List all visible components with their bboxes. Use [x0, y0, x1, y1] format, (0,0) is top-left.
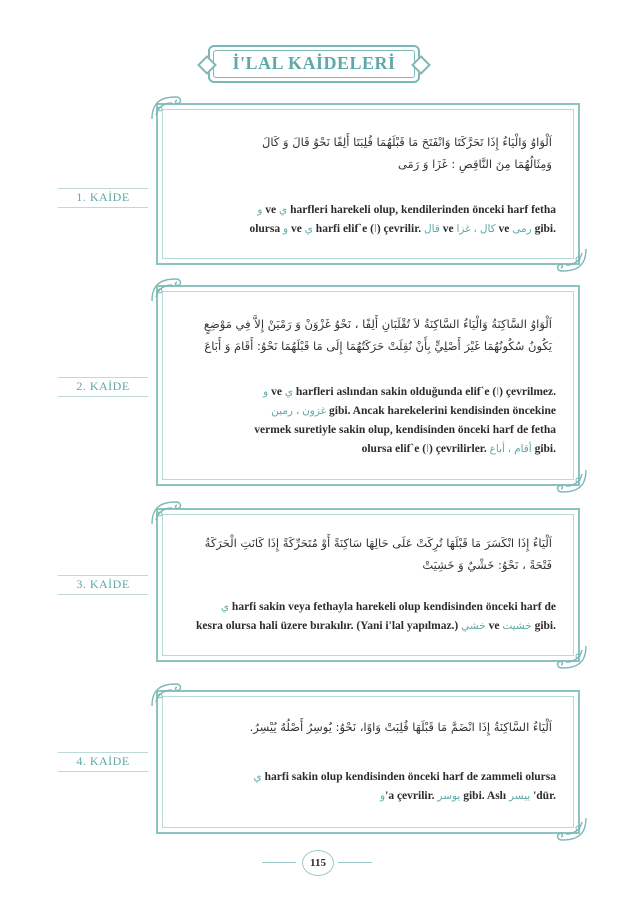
rule-1-label: 1. KAİDE: [76, 190, 130, 204]
separator: ،: [507, 443, 512, 455]
text: ) çevrilmez.: [499, 386, 556, 398]
example-word: غزون: [302, 405, 327, 417]
rule-1-box: [156, 103, 580, 265]
example-word: رمى: [512, 223, 532, 235]
text: ve: [488, 620, 500, 632]
arabic-letter: ي: [220, 601, 230, 613]
arabic-letter: ا: [426, 443, 430, 455]
example-word: يوسر: [437, 790, 461, 802]
text: ) çevrilir.: [376, 223, 422, 235]
example-word: أباع: [489, 443, 505, 455]
separator: ،: [473, 223, 477, 235]
page-title: İ'LAL KAİDELERİ: [232, 53, 396, 73]
text: olursa: [249, 223, 281, 235]
example-word: أقام: [514, 443, 532, 455]
rule-3-explanation: [184, 598, 556, 636]
corner-ornament-icon: [150, 95, 184, 121]
example-word: رمين: [271, 405, 293, 417]
rule-3-arabic: [184, 532, 552, 576]
text: gibi.: [534, 620, 556, 632]
rule-3-box: [156, 508, 580, 662]
text: gibi. Ancak harekelerini kendisinden öncekine: [329, 405, 556, 417]
example-word: خشي: [461, 620, 486, 632]
arabic-line: فَتْحَةً ، نَحْوُ: خَشْيٌ وَ خَشِيَتْ: [422, 558, 552, 572]
example-word: قال: [424, 223, 440, 235]
rule-2-box: [156, 285, 580, 486]
text: ve: [265, 204, 277, 216]
arabic-letter: ا: [373, 223, 377, 235]
separator: ،: [295, 405, 300, 417]
rule-2-side-label: [58, 377, 148, 397]
text: harfi sakin veya fethayla harekeli olup kendisinden önceki harf de: [231, 601, 556, 613]
corner-ornament-icon: [554, 644, 588, 670]
text: olursa elif`e (: [361, 443, 427, 455]
corner-ornament-icon: [150, 682, 184, 708]
rule-4-explanation: [184, 768, 556, 806]
text: gibi.: [534, 223, 556, 235]
text: harfleri aslından sakin olduğunda elif`e (: [295, 386, 497, 398]
arabic-line: وَمِثَالُهُمَا مِنَ النَّاقِصِ : غَزَا وَ رَمَى: [397, 157, 552, 171]
text: ve: [271, 386, 282, 398]
page-number-ornament: [262, 850, 372, 876]
example-word: كال: [479, 223, 496, 235]
arabic-letter: و: [283, 223, 289, 235]
text: vermek suretiyle sakin olup, kendisinden önceki harf de fetha: [254, 424, 556, 436]
arabic-letter: ي: [284, 386, 294, 398]
arabic-letter: و: [380, 790, 386, 802]
text: harfi elif`e (: [315, 223, 374, 235]
example-word: خشيت: [502, 620, 532, 632]
text: harfi sakin olup kendisinden önceki harf de zammeli olursa: [264, 771, 556, 783]
corner-ornament-icon: [554, 816, 588, 842]
rule-2-explanation: [184, 383, 556, 459]
ornament-line: [262, 862, 296, 863]
corner-ornament-icon: [554, 468, 588, 494]
text: ) çevrilirler.: [429, 443, 487, 455]
arabic-line: اَلْيَاءُ إِذَا انْكَسَرَ مَا قَبْلَهَا تُرِكَتْ عَلَى حَالِهَا سَاكِنَةً أَوْ مُتَحَرِّكَةً إِذَا كَانَتِ الْحَرَكَةُ: [204, 536, 552, 550]
page-number: 115: [302, 850, 334, 876]
text: gibi.: [534, 443, 556, 455]
rule-3-side-label: [58, 575, 148, 595]
arabic-letter: ي: [253, 771, 262, 783]
arabic-line: اَلْيَاءُ السَّاكِنَةُ إِذَا انْضَمَّ مَا قَبْلَهَا قُلِبَتْ وَاوًا، نَحْوُ: يُوسِرُ أَصْلُهُ يُيْسِرُ.: [249, 720, 552, 734]
arabic-letter: و: [257, 204, 263, 216]
rule-2-arabic: [184, 313, 552, 357]
text: kesra olursa hali üzere bırakılır. (Yani i'lal yapılmaz.): [195, 620, 459, 632]
text: harfleri harekeli olup, kendilerinden önceki harf fetha: [290, 204, 556, 216]
rule-3-label: 3. KAİDE: [76, 577, 130, 591]
corner-ornament-icon: [150, 500, 184, 526]
rule-1-explanation: [184, 201, 556, 239]
arabic-letter: ا: [496, 386, 500, 398]
example-word: ييسر: [508, 790, 531, 802]
rule-4-label: 4. KAİDE: [76, 754, 130, 768]
ornament-line: [338, 862, 372, 863]
example-word: غزا: [456, 223, 471, 235]
arabic-letter: ي: [304, 223, 313, 235]
text: ve: [290, 223, 302, 235]
text: ve: [498, 223, 510, 235]
rule-4-arabic: [184, 716, 552, 738]
arabic-letter: ي: [279, 204, 288, 216]
corner-ornament-icon: [554, 247, 588, 273]
chapter-title-banner: [208, 45, 420, 83]
rule-4-side-label: [58, 752, 148, 772]
arabic-line: يَكُونُ سُكُونُهُمَا غَيْرَ أَصْلِيٍّ بِأَنْ نُقِلَتْ حَرَكَتُهُمَا إِلَى مَا قَبْلَهُمَا نَحْوُ: أَقَامَ وَ أَبَاعَ: [204, 339, 552, 353]
text: 'dür.: [533, 790, 556, 802]
text: ve: [442, 223, 454, 235]
rule-1-arabic: [184, 131, 552, 175]
rule-2-label: 2. KAİDE: [76, 379, 130, 393]
arabic-line: اَلْوَاوُ السَّاكِنَةُ وَالْيَاءُ السَّاكِنَةُ لاَ تُقْلَبَانِ أَلِفًا ، نَحْوُ غَزْوَنْ وَ رَمْيَنْ إِلاَّ فِي مَوْضِعٍ: [203, 317, 552, 331]
rule-4-box: [156, 690, 580, 834]
text: gibi. Aslı: [463, 790, 507, 802]
corner-ornament-icon: [150, 277, 184, 303]
arabic-letter: و: [263, 386, 269, 398]
rule-1-side-label: [58, 188, 148, 208]
text: 'a çevrilir.: [385, 790, 435, 802]
arabic-line: اَلْوَاوُ وَالْيَاءُ إِذَا تَحَرَّكَتَا وَانْفَتَحَ مَا قَبْلَهُمَا قُلِبَتَا أَلِفًا نَحْوُ قَالَ وَ كَالَ: [262, 135, 552, 149]
